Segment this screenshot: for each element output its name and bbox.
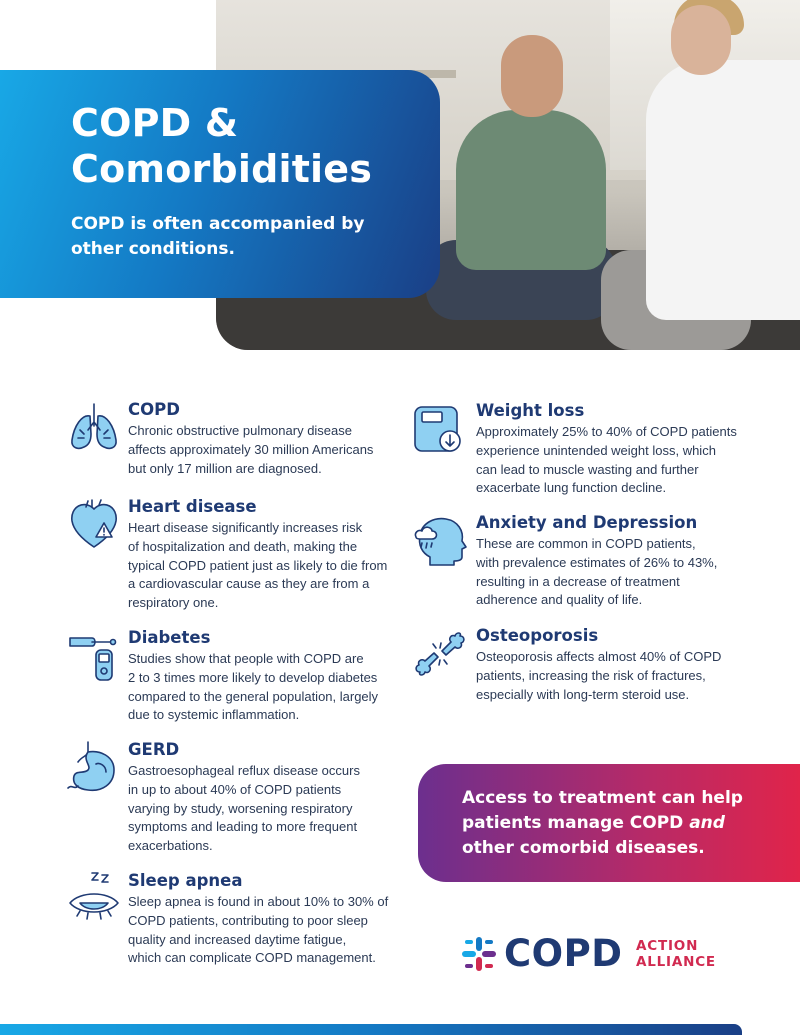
subtitle-line-2: other conditions. xyxy=(71,239,235,259)
body-line: Heart disease significantly increases risk xyxy=(128,520,363,535)
body-line: quality and increased daytime fatigue, xyxy=(128,931,347,947)
condition-title: Weight loss xyxy=(476,401,585,420)
body-line: a cardiovascular cause as they are from a xyxy=(128,576,370,592)
body-line: Gastroesophageal reflux disease occurs xyxy=(128,763,360,778)
body-line: can lead to muscle wasting and further xyxy=(476,461,699,477)
condition-title: Anxiety and Depression xyxy=(476,513,698,532)
body-line: Osteoporosis affects almost 40% of COPD xyxy=(476,649,722,664)
body-line: but only 17 million are diagnosed. xyxy=(128,460,322,476)
body-line: exacerbations. xyxy=(128,838,213,854)
heart-warning-icon xyxy=(66,497,122,553)
condition-gerd xyxy=(66,740,406,855)
body-line: 2 to 3 times more likely to develop diabetes xyxy=(128,669,378,685)
body-line: resulting in a decrease of treatment xyxy=(476,573,680,589)
condition-copd xyxy=(66,400,406,480)
body-line: patients, increasing the risk of fractures, xyxy=(476,667,706,683)
condition-title: Sleep apnea xyxy=(128,871,243,890)
body-line: varying by study, worsening respiratory xyxy=(128,800,353,816)
condition-title: COPD xyxy=(128,400,180,419)
body-line: respiratory one. xyxy=(128,595,219,611)
stomach-icon xyxy=(66,740,122,796)
body-line: Chronic obstructive pulmonary disease xyxy=(128,423,352,438)
lungs-icon xyxy=(66,400,122,456)
broken-bone-icon xyxy=(412,626,468,682)
callout-emphasis: and xyxy=(689,813,725,833)
body-line: adherence and quality of life. xyxy=(476,592,643,608)
callout-line-2-text: patients manage COPD xyxy=(462,813,690,833)
body-line: affects approximately 30 million Americans xyxy=(128,441,374,457)
callout-line-2 xyxy=(462,811,800,836)
body-line: These are common in COPD patients, xyxy=(476,536,696,551)
subtitle-line-1: COPD is often accompanied by xyxy=(71,214,365,234)
body-line: Studies show that people with COPD are xyxy=(128,651,364,666)
condition-anxiety-depression xyxy=(412,513,772,613)
title-line-1: COPD & xyxy=(71,101,239,145)
body-line: exacerbate lung function decline. xyxy=(476,480,667,496)
logo-mark-icon xyxy=(462,937,496,971)
logo-line-2: ALLIANCE xyxy=(636,954,716,970)
condition-title: GERD xyxy=(128,740,180,759)
condition-title: Heart disease xyxy=(128,497,257,516)
logo-wordmark: COPD xyxy=(504,932,623,975)
condition-heart-disease xyxy=(66,497,406,612)
body-line: especially with long-term steroid use. xyxy=(476,686,690,702)
callout-line-3: other comorbid diseases. xyxy=(462,838,705,858)
logo-line-1: ACTION xyxy=(636,938,699,954)
copd-action-alliance-logo xyxy=(462,934,732,974)
body-line: in up to about 40% of COPD patients xyxy=(128,781,342,797)
body-line: with prevalence estimates of 26% to 43%, xyxy=(476,554,718,570)
condition-weight-loss xyxy=(412,401,772,501)
page-subtitle xyxy=(71,212,440,262)
scale-icon xyxy=(412,401,468,457)
body-line: experience unintended weight loss, which xyxy=(476,442,716,458)
logo-subtitle xyxy=(636,938,716,970)
body-line: Sleep apnea is found in about 10% to 30% of xyxy=(128,894,389,909)
footer-bar xyxy=(0,1024,742,1035)
body-line: Approximately 25% to 40% of COPD patients xyxy=(476,424,737,439)
hero-card xyxy=(0,70,440,298)
condition-osteoporosis xyxy=(412,626,772,716)
head-cloud-icon xyxy=(412,513,468,569)
page-title xyxy=(71,100,440,192)
body-line: symptoms and leading to more frequent xyxy=(128,819,358,835)
body-line: typical COPD patient just as likely to die from xyxy=(128,557,388,573)
title-line-2: Comorbidities xyxy=(71,147,373,191)
treatment-callout xyxy=(418,764,800,882)
condition-title: Diabetes xyxy=(128,628,211,647)
condition-sleep-apnea xyxy=(66,871,406,971)
body-line: due to systemic inflammation. xyxy=(128,707,300,723)
condition-diabetes xyxy=(66,628,406,728)
sleeping-eye-icon xyxy=(66,871,122,927)
body-line: compared to the general population, largely xyxy=(128,688,379,704)
glucose-meter-icon xyxy=(66,628,122,684)
callout-line-1: Access to treatment can help xyxy=(462,788,743,808)
body-line: of hospitalization and death, making the xyxy=(128,538,358,554)
condition-title: Osteoporosis xyxy=(476,626,599,645)
body-line: COPD patients, contributing to poor sleep xyxy=(128,912,368,928)
body-line: which can complicate COPD management. xyxy=(128,950,376,966)
